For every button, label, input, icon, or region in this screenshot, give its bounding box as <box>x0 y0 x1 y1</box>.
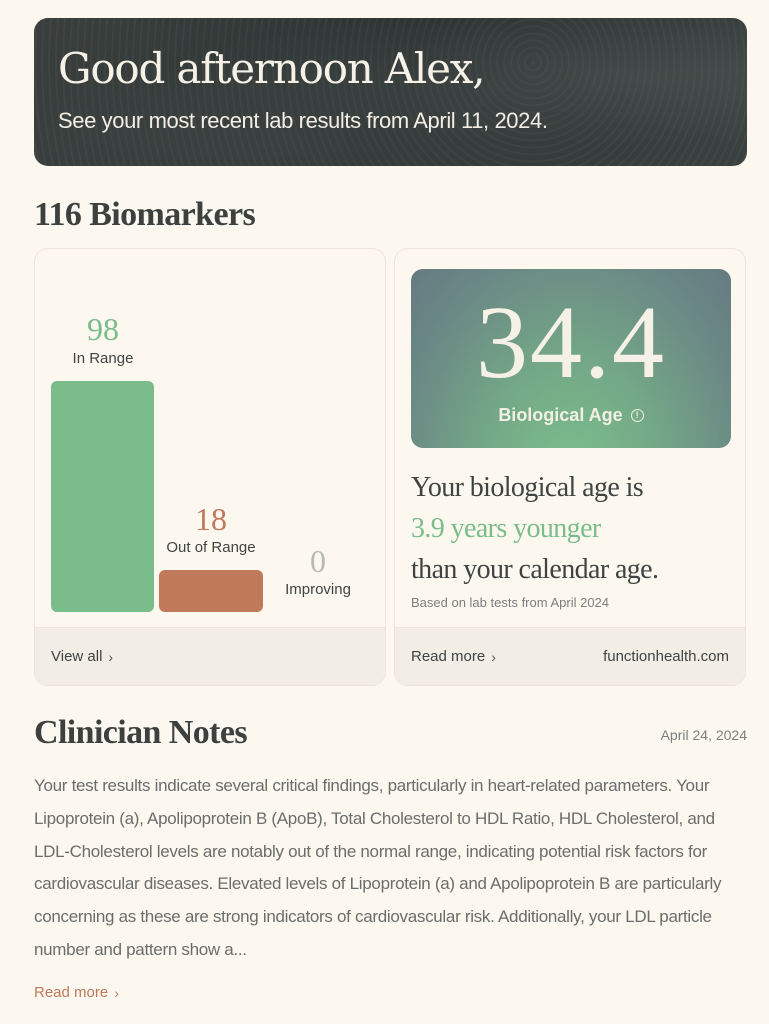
in-range-label: In Range <box>72 350 134 367</box>
clinician-notes-read-more-link[interactable] <box>34 984 119 1001</box>
out-of-range-label: Out of Range <box>166 539 256 556</box>
in-range-count: 98 <box>87 311 119 347</box>
out-of-range-count: 18 <box>195 501 227 537</box>
summary-line-1: Your biological age is <box>411 472 644 503</box>
biomarkers-card <box>34 248 386 686</box>
greeting-subtitle: See your most recent lab results from April 11, 2024. <box>58 108 548 133</box>
biological-age-value: 34.4 <box>476 285 666 400</box>
biological-age-label-row <box>411 405 731 426</box>
biological-age-label: Biological Age <box>498 405 623 425</box>
clinician-notes-body: Your test results indicate several critical findings, particularly in heart-related parameters. Your Lipoprotein (a), Apolipoprotein B (ApoB), Total Cholesterol to HDL Ratio, HDL Cholesterol, and LDL-Cholesterol levels are notably out of the normal range, indicating potential risk factors for cardiovascular diseases. Elevated levels of Lipoprotein (a) and Apolipoprotein B are particularly concerning as these are strong indicators of cardiovascular risk. Additionally, your LDL particle number and pattern show a... <box>34 776 722 959</box>
view-all-link[interactable] <box>51 648 113 665</box>
in-range-bar <box>51 381 154 612</box>
improving-count: 0 <box>310 543 326 579</box>
biological-age-card-footer <box>395 627 745 685</box>
biomarkers-card-footer <box>35 627 385 685</box>
biomarkers-title: 116 Biomarkers <box>34 196 256 233</box>
greeting-banner <box>34 18 747 166</box>
source-link[interactable]: functionhealth.com <box>603 648 729 665</box>
biological-age-card <box>394 248 746 686</box>
read-more-label: Read more <box>411 648 486 665</box>
clinician-notes-date: April 24, 2024 <box>660 727 747 743</box>
read-more-label: Read more <box>34 984 109 1001</box>
chevron-right-icon: › <box>491 648 496 665</box>
read-more-link[interactable] <box>411 648 496 665</box>
summary-line-3: than your calendar age. <box>411 554 659 585</box>
out-of-range-bar <box>159 570 263 612</box>
biological-age-summary <box>411 467 658 590</box>
chevron-right-icon: › <box>114 984 119 1001</box>
greeting-title: Good afternoon Alex, <box>58 44 485 93</box>
summary-years-younger: 3.9 years younger <box>411 513 601 544</box>
chevron-right-icon: › <box>108 648 114 665</box>
view-all-label: View all <box>51 648 103 665</box>
based-on-note: Based on lab tests from April 2024 <box>411 595 610 610</box>
biological-age-panel <box>411 269 731 448</box>
info-icon[interactable]: ! <box>631 409 644 422</box>
clinician-notes-title: Clinician Notes <box>34 714 247 751</box>
improving-label: Improving <box>285 581 351 598</box>
